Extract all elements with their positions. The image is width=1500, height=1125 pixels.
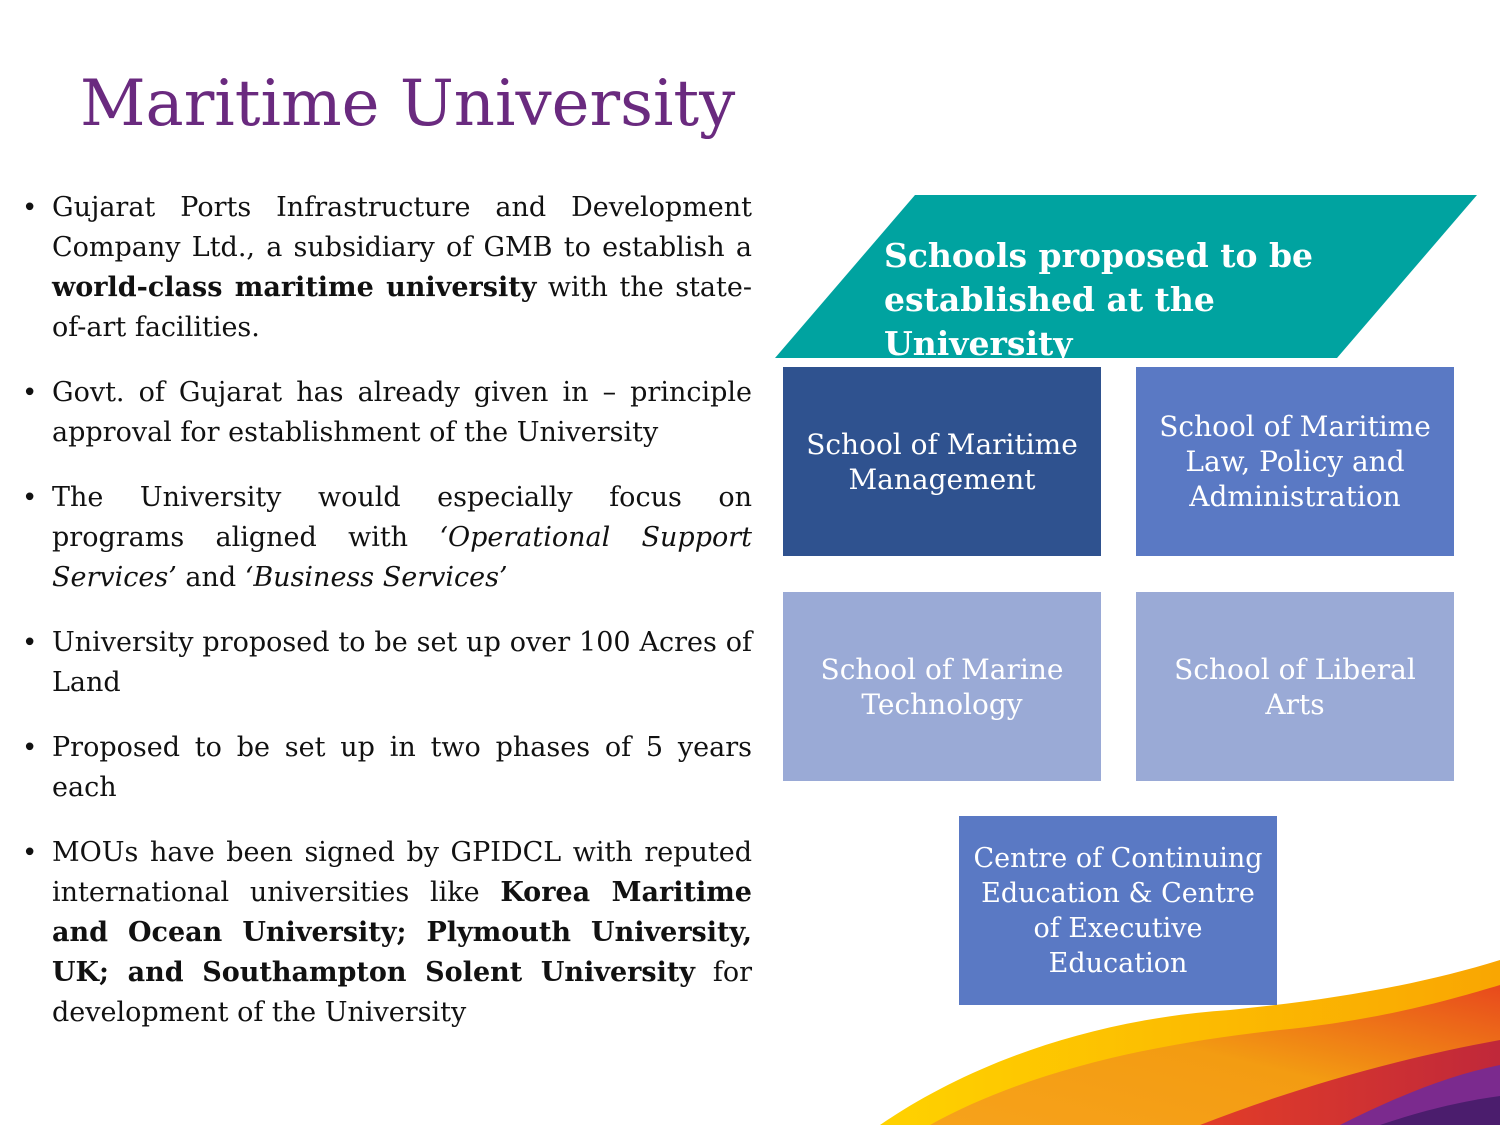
school-box-maritime-management [783,367,1101,556]
bullet-dot-icon: • [22,378,38,408]
school-box-liberal-arts [1136,592,1454,781]
bullet-fragment: University proposed to be set up over 100 Acres of Land [52,627,752,698]
school-label: School of Marine Technology [820,652,1064,721]
school-label: School of Maritime Law, Policy and Administration [1159,410,1431,513]
bullet-item [22,188,752,348]
bullet-text [52,373,752,453]
bullet-fragment-bold: world-class maritime university [52,272,537,303]
bullet-text [52,188,752,348]
bullet-fragment-italic: ‘Business Services’ [244,562,508,593]
school-label: School of Liberal Arts [1174,652,1416,721]
bullet-text [52,623,752,703]
bullet-fragment: Govt. of Gujarat has already given in – principle approval for establishment of the University [52,377,752,448]
bullet-fragment: for development of the University [52,957,752,1028]
bullet-text [52,728,752,808]
bullet-fragment: The University would especially focus on programs aligned with [52,482,752,553]
bullet-text [52,833,752,1033]
bullet-item [22,728,752,808]
bullet-dot-icon: • [22,193,38,223]
school-box-maritime-law [1136,367,1454,556]
bullet-fragment: with the state-of-art facilities. [52,272,752,343]
bullet-item [22,373,752,453]
bullet-item [22,478,752,598]
bullet-fragment: and [176,562,245,593]
bullet-dot-icon: • [22,483,38,513]
slide-title: Maritime University [80,67,736,141]
school-label: Centre of Continuing Education & Centre of Executive Education [973,842,1263,979]
schools-header-text: Schools proposed to be established at the University [884,236,1314,363]
bullet-dot-icon: • [22,733,38,763]
bullet-text [52,478,752,598]
school-box-continuing-education [959,816,1277,1005]
bullet-list [22,188,752,1058]
bullet-fragment: Proposed to be set up in two phases of 5 years each [52,732,752,803]
bullet-item [22,833,752,1033]
bullet-dot-icon: • [22,628,38,658]
bullet-fragment-italic: ‘Operational Support Services’ [52,522,752,593]
bullet-item [22,623,752,703]
bullet-fragment: Gujarat Ports Infrastructure and Development Company Ltd., a subsidiary of GMB to establish a [52,192,752,263]
bullet-dot-icon: • [22,838,38,868]
school-box-marine-technology [783,592,1101,781]
school-label: School of Maritime Management [806,427,1078,496]
bullet-fragment: MOUs have been signed by GPIDCL with reputed international universities like [52,837,752,908]
bullet-fragment-bold: Korea Maritime and Ocean University; Plymouth University, UK; and Southampton Solent University [52,877,752,988]
